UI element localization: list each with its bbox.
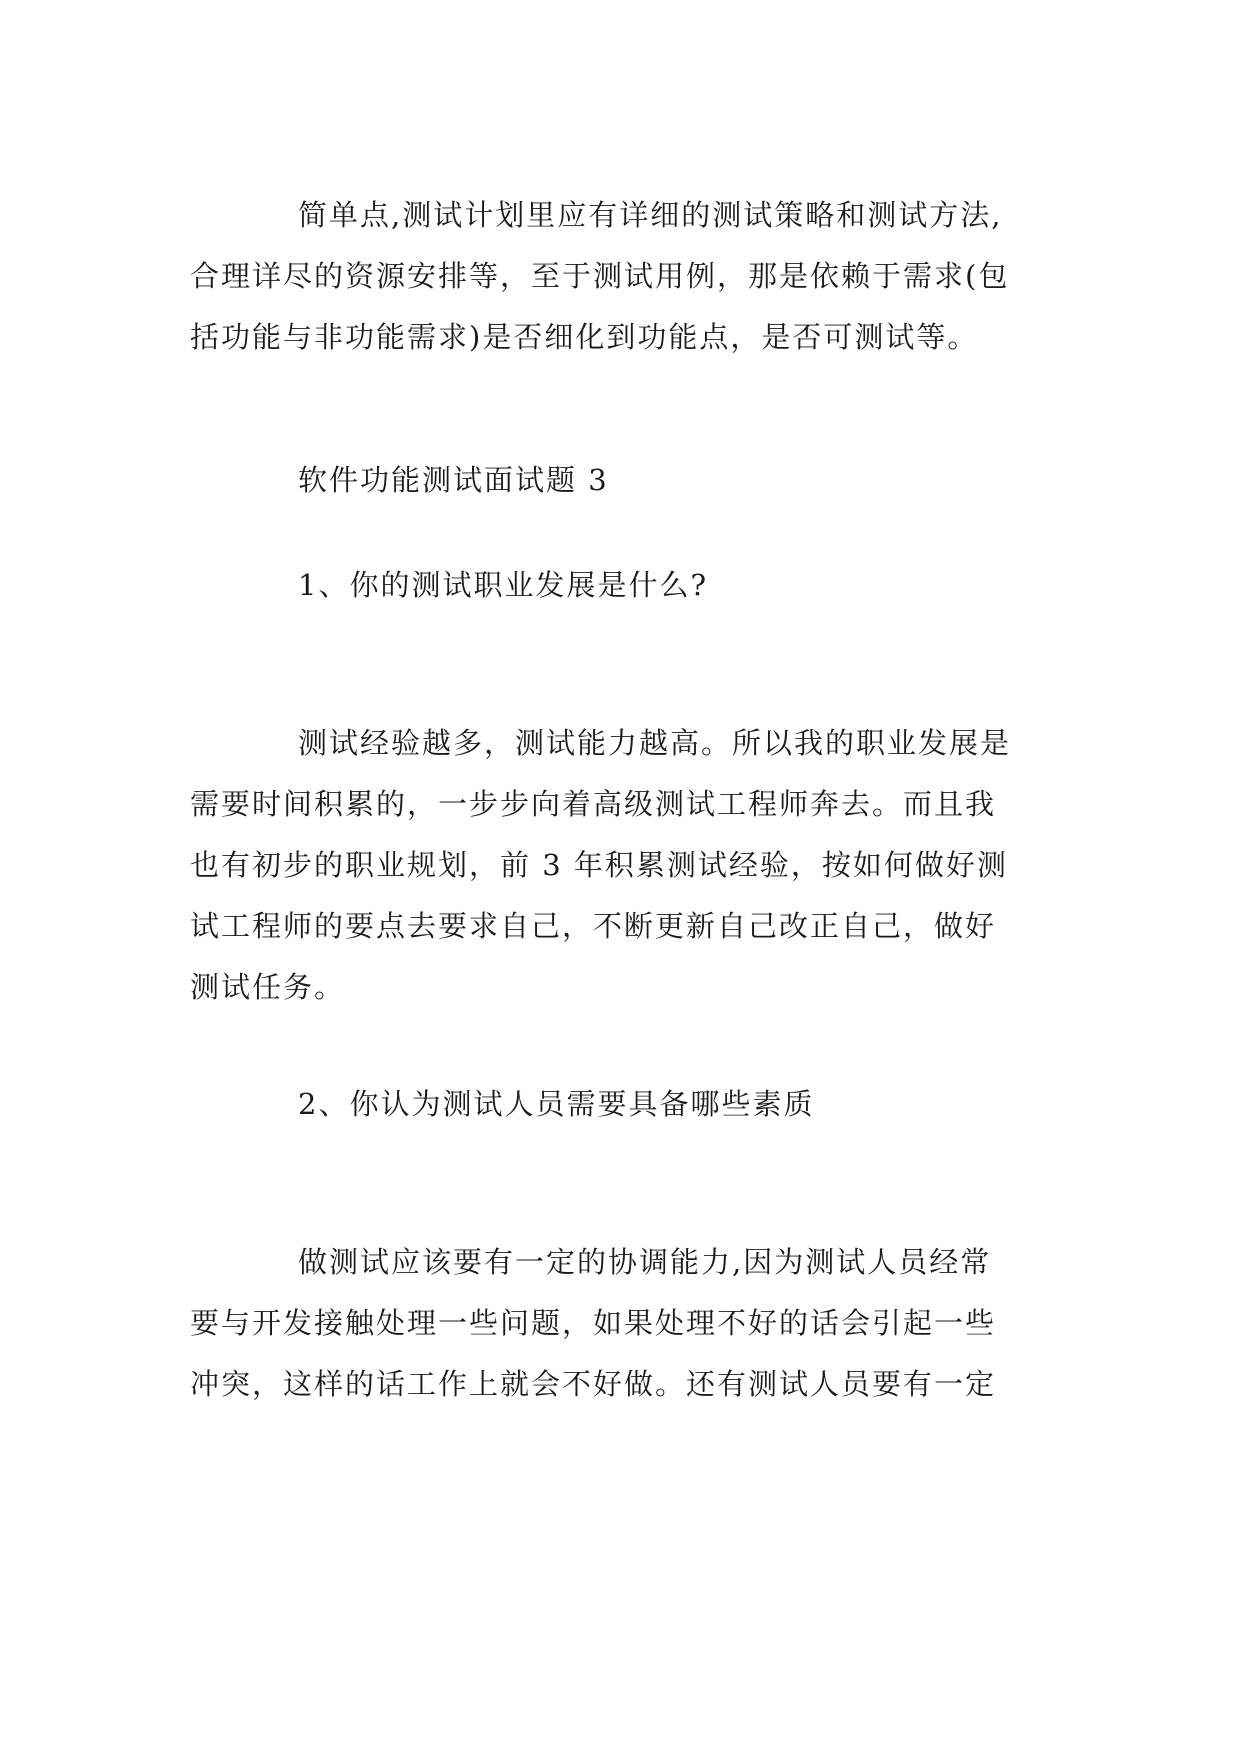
- question-2: 2、你认为测试人员需要具备哪些素质: [298, 1087, 815, 1121]
- answer-1-paragraph: [190, 713, 1052, 1018]
- paragraph-line: 测试经验越多，测试能力越高。所以我的职业发展是: [298, 726, 1012, 760]
- paragraph-line: 试工程师的要点去要求自己，不断更新自己改正自己，做好: [190, 909, 997, 943]
- paragraph-test-plan: [190, 185, 1052, 368]
- paragraph-line: 冲突，这样的话工作上就会不好做。还有测试人员要有一定: [190, 1367, 997, 1401]
- paragraph-line: 合理详尽的资源安排等，至于测试用例，那是依赖于需求(包: [190, 259, 1010, 293]
- paragraph-line: 简单点,测试计划里应有详细的测试策略和测试方法,: [298, 198, 1003, 232]
- question-1: 1、你的测试职业发展是什么?: [298, 568, 708, 602]
- paragraph-line: 需要时间积累的，一步步向着高级测试工程师奔去。而且我: [190, 787, 997, 821]
- paragraph-line: 测试任务。: [190, 970, 346, 1004]
- section-title: 软件功能测试面试题 3: [298, 463, 609, 497]
- paragraph-line: 要与开发接触处理一些问题，如果处理不好的话会引起一些: [190, 1306, 997, 1340]
- paragraph-line: 做测试应该要有一定的协调能力,因为测试人员经常: [298, 1245, 992, 1279]
- paragraph-line: 也有初步的职业规划，前 3 年积累测试经验，按如何做好测: [190, 848, 1008, 882]
- paragraph-line: 括功能与非功能需求)是否细化到功能点，是否可测试等。: [190, 320, 979, 354]
- answer-2-paragraph: [190, 1232, 1052, 1415]
